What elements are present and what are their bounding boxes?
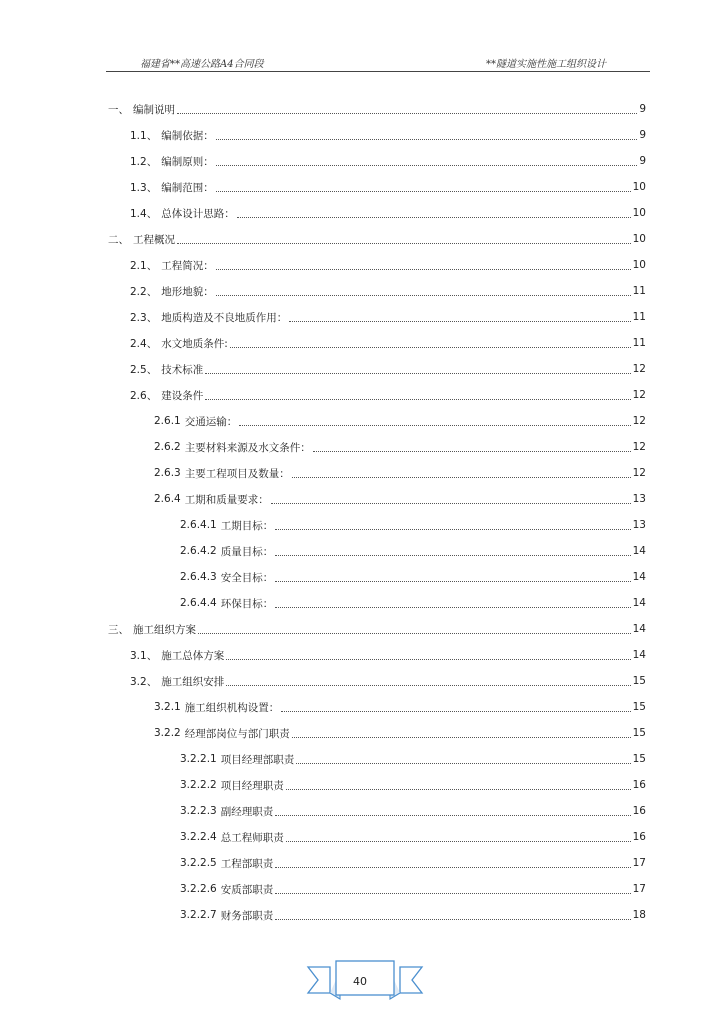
toc-entry-label: 工期和质量要求： (184, 493, 269, 506)
toc-entry-label: 工期目标： (220, 519, 274, 532)
toc-entry-label: 项目经理部职责 (220, 753, 295, 766)
toc-entry-page: 12 (632, 389, 646, 401)
toc-entry-label: 交通运输： (184, 415, 238, 428)
toc-entry-label: 水文地质条件: (161, 337, 228, 350)
toc-entry-page: 17 (632, 883, 646, 895)
toc-entry-page: 13 (632, 493, 646, 505)
toc-entry[interactable] (180, 880, 646, 898)
toc-entry-page: 13 (632, 519, 646, 531)
toc-entry-page: 14 (632, 571, 646, 583)
toc-entry-label: 施工组织机构设置： (184, 701, 280, 714)
toc-entry[interactable] (130, 672, 646, 690)
toc-entry-label: 编制原则： (161, 155, 214, 168)
toc-entry-number: 1.1、 (130, 129, 158, 142)
toc-entry[interactable] (130, 126, 646, 144)
toc-entry[interactable] (180, 542, 646, 560)
toc-entry-number: 3.2.2.7 (180, 909, 217, 921)
toc-entry-page: 11 (632, 285, 646, 297)
toc-entry[interactable] (180, 516, 646, 534)
toc-entry-number: 一、 (108, 103, 129, 116)
toc-leader-dots (216, 190, 631, 192)
toc-entry[interactable] (130, 334, 646, 352)
toc-entry-page: 15 (632, 701, 646, 713)
toc-entry-label: 技术标准 (161, 363, 204, 376)
toc-leader-dots (226, 684, 630, 686)
toc-entry[interactable] (130, 178, 646, 196)
toc-entry[interactable] (154, 490, 646, 508)
toc-entry-number: 2.2、 (130, 285, 158, 298)
toc-leader-dots (286, 840, 631, 842)
toc-leader-dots (237, 216, 631, 218)
toc-entry-page: 14 (632, 649, 646, 661)
header-project-name: 福建省**高速公路A4合同段 (140, 59, 264, 70)
toc-entry-label: 编制依据： (161, 129, 214, 142)
toc-entry-label: 地质构造及不良地质作用： (161, 311, 288, 324)
toc-entry-label: 财务部职责 (220, 909, 274, 922)
toc-entry-number: 2.6、 (130, 389, 158, 402)
toc-entry-number: 2.6.4 (154, 493, 181, 505)
toc-entry-page: 10 (632, 259, 646, 271)
toc-leader-dots (292, 736, 631, 738)
toc-entry-page: 17 (632, 857, 646, 869)
toc-entry[interactable] (180, 802, 646, 820)
toc-entry-label: 安质部职责 (220, 883, 274, 896)
toc-entry-number: 2.6.2 (154, 441, 181, 453)
toc-entry[interactable] (108, 100, 646, 118)
toc-entry-number: 2.6.4.3 (180, 571, 217, 583)
toc-entry-label: 项目经理职责 (220, 779, 284, 792)
toc-entry[interactable] (130, 386, 646, 404)
toc-leader-dots (271, 502, 631, 504)
toc-entry[interactable] (180, 854, 646, 872)
toc-entry-label: 工程简况： (161, 259, 214, 272)
toc-entry-number: 3.2.2.6 (180, 883, 217, 895)
toc-leader-dots (177, 112, 637, 114)
toc-entry-number: 3.2.1 (154, 701, 181, 713)
toc-entry-page: 16 (632, 831, 646, 843)
toc-entry-page: 16 (632, 805, 646, 817)
toc-entry-label: 施工组织安排 (161, 675, 225, 688)
toc-entry-label: 施工组织方案 (133, 623, 196, 636)
toc-entry-label: 工程概况 (133, 233, 175, 246)
toc-leader-dots (286, 788, 631, 790)
toc-leader-dots (177, 242, 631, 244)
toc-entry-number: 3.2.2.3 (180, 805, 217, 817)
toc-entry-page: 14 (632, 597, 646, 609)
toc-entry[interactable] (154, 698, 646, 716)
toc-leader-dots (292, 476, 631, 478)
toc-entry-label: 施工总体方案 (161, 649, 225, 662)
toc-leader-dots (230, 346, 631, 348)
toc-entry-page: 9 (639, 129, 646, 141)
toc-entry[interactable] (108, 230, 646, 248)
toc-entry-label: 地形地貌： (161, 285, 214, 298)
toc-entry-label: 编制范围： (161, 181, 214, 194)
toc-entry-number: 3.2.2.4 (180, 831, 217, 843)
toc-leader-dots (275, 554, 630, 556)
toc-entry[interactable] (130, 646, 646, 664)
toc-entry-number: 2.6.4.4 (180, 597, 217, 609)
toc-entry-number: 2.3、 (130, 311, 158, 324)
toc-leader-dots (275, 814, 630, 816)
toc-entry-page: 16 (632, 779, 646, 791)
toc-entry-number: 2.6.4.2 (180, 545, 217, 557)
toc-leader-dots (216, 268, 631, 270)
toc-leader-dots (216, 138, 638, 140)
toc-leader-dots (198, 632, 631, 634)
toc-leader-dots (239, 424, 630, 426)
toc-entry-label: 副经理职责 (220, 805, 274, 818)
toc-leader-dots (275, 866, 630, 868)
toc-leader-dots (281, 710, 630, 712)
toc-entry-page: 12 (632, 363, 646, 375)
toc-entry-number: 2.6.1 (154, 415, 181, 427)
toc-entry-number: 2.6.4.1 (180, 519, 217, 531)
toc-entry-page: 18 (632, 909, 646, 921)
toc-entry-number: 3.2、 (130, 675, 158, 688)
toc-entry-number: 2.6.3 (154, 467, 181, 479)
toc-entry-page: 15 (632, 753, 646, 765)
toc-entry-page: 10 (632, 233, 646, 245)
toc-entry-number: 3.1、 (130, 649, 158, 662)
toc-entry-label: 质量目标： (220, 545, 274, 558)
toc-entry[interactable] (154, 724, 646, 742)
toc-leader-dots (275, 606, 630, 608)
toc-entry-page: 9 (639, 103, 646, 115)
toc-entry[interactable] (180, 776, 646, 794)
toc-entry[interactable] (130, 204, 646, 222)
toc-entry-number: 3.2.2.5 (180, 857, 217, 869)
toc-entry-page: 12 (632, 467, 646, 479)
toc-entry[interactable] (154, 464, 646, 482)
toc-entry-number: 1.3、 (130, 181, 158, 194)
toc-entry-page: 12 (632, 415, 646, 427)
toc-entry[interactable] (130, 308, 646, 326)
toc-entry-label: 环保目标： (220, 597, 274, 610)
toc-entry-label: 编制说明 (133, 103, 175, 116)
toc-entry-label: 经理部岗位与部门职责 (184, 727, 290, 740)
toc-entry-label: 总体设计思路： (161, 207, 235, 220)
toc-entry-label: 总工程师职责 (220, 831, 284, 844)
toc-entry-page: 15 (632, 727, 646, 739)
header-divider (106, 71, 650, 72)
toc-entry-page: 11 (632, 337, 646, 349)
toc-entry-number: 3.2.2.2 (180, 779, 217, 791)
page-number: 40 (353, 975, 367, 988)
toc-leader-dots (275, 892, 630, 894)
toc-leader-dots (296, 762, 630, 764)
toc-entry[interactable] (130, 256, 646, 274)
toc-entry-label: 安全目标： (220, 571, 274, 584)
toc-entry-number: 2.1、 (130, 259, 158, 272)
toc-leader-dots (216, 164, 638, 166)
page-header (0, 0, 724, 76)
toc-entry[interactable] (180, 750, 646, 768)
toc-entry-number: 3.2.2 (154, 727, 181, 739)
toc-leader-dots (313, 450, 631, 452)
toc-leader-dots (205, 372, 630, 374)
toc-entry-number: 1.4、 (130, 207, 158, 220)
toc-entry[interactable] (130, 282, 646, 300)
toc-leader-dots (275, 528, 630, 530)
toc-entry-label: 主要工程项目及数量： (184, 467, 290, 480)
toc-entry[interactable] (180, 594, 646, 612)
toc-entry-page: 11 (632, 311, 646, 323)
toc-entry[interactable] (130, 152, 646, 170)
toc-leader-dots (275, 580, 630, 582)
toc-entry-number: 2.4、 (130, 337, 158, 350)
header-document-title: **隧道实施性施工组织设计 (486, 59, 606, 70)
toc-entry[interactable] (154, 412, 646, 430)
toc-entry-number: 2.5、 (130, 363, 158, 376)
toc-entry-number: 三、 (108, 623, 129, 636)
page-footer (0, 955, 724, 1005)
toc-entry-page: 14 (632, 545, 646, 557)
toc-entry[interactable] (108, 620, 646, 638)
toc-entry-label: 主要材料来源及水文条件： (184, 441, 311, 454)
toc-entry-number: 3.2.2.1 (180, 753, 217, 765)
toc-entry-label: 建设条件 (161, 389, 204, 402)
toc-leader-dots (205, 398, 630, 400)
toc-leader-dots (289, 320, 630, 322)
toc-entry[interactable] (130, 360, 646, 378)
toc-leader-dots (216, 294, 631, 296)
toc-entry-page: 10 (632, 181, 646, 193)
toc-entry[interactable] (180, 828, 646, 846)
toc-entry-page: 10 (632, 207, 646, 219)
toc-entry[interactable] (180, 906, 646, 924)
toc-entry-page: 9 (639, 155, 646, 167)
toc-entry[interactable] (154, 438, 646, 456)
toc-entry-number: 1.2、 (130, 155, 158, 168)
toc-entry-label: 工程部职责 (220, 857, 274, 870)
toc-leader-dots (226, 658, 630, 660)
toc-entry-page: 15 (632, 675, 646, 687)
toc-leader-dots (275, 918, 630, 920)
toc-entry-page: 14 (632, 623, 646, 635)
toc-entry-number: 二、 (108, 233, 129, 246)
toc-entry[interactable] (180, 568, 646, 586)
toc-entry-page: 12 (632, 441, 646, 453)
